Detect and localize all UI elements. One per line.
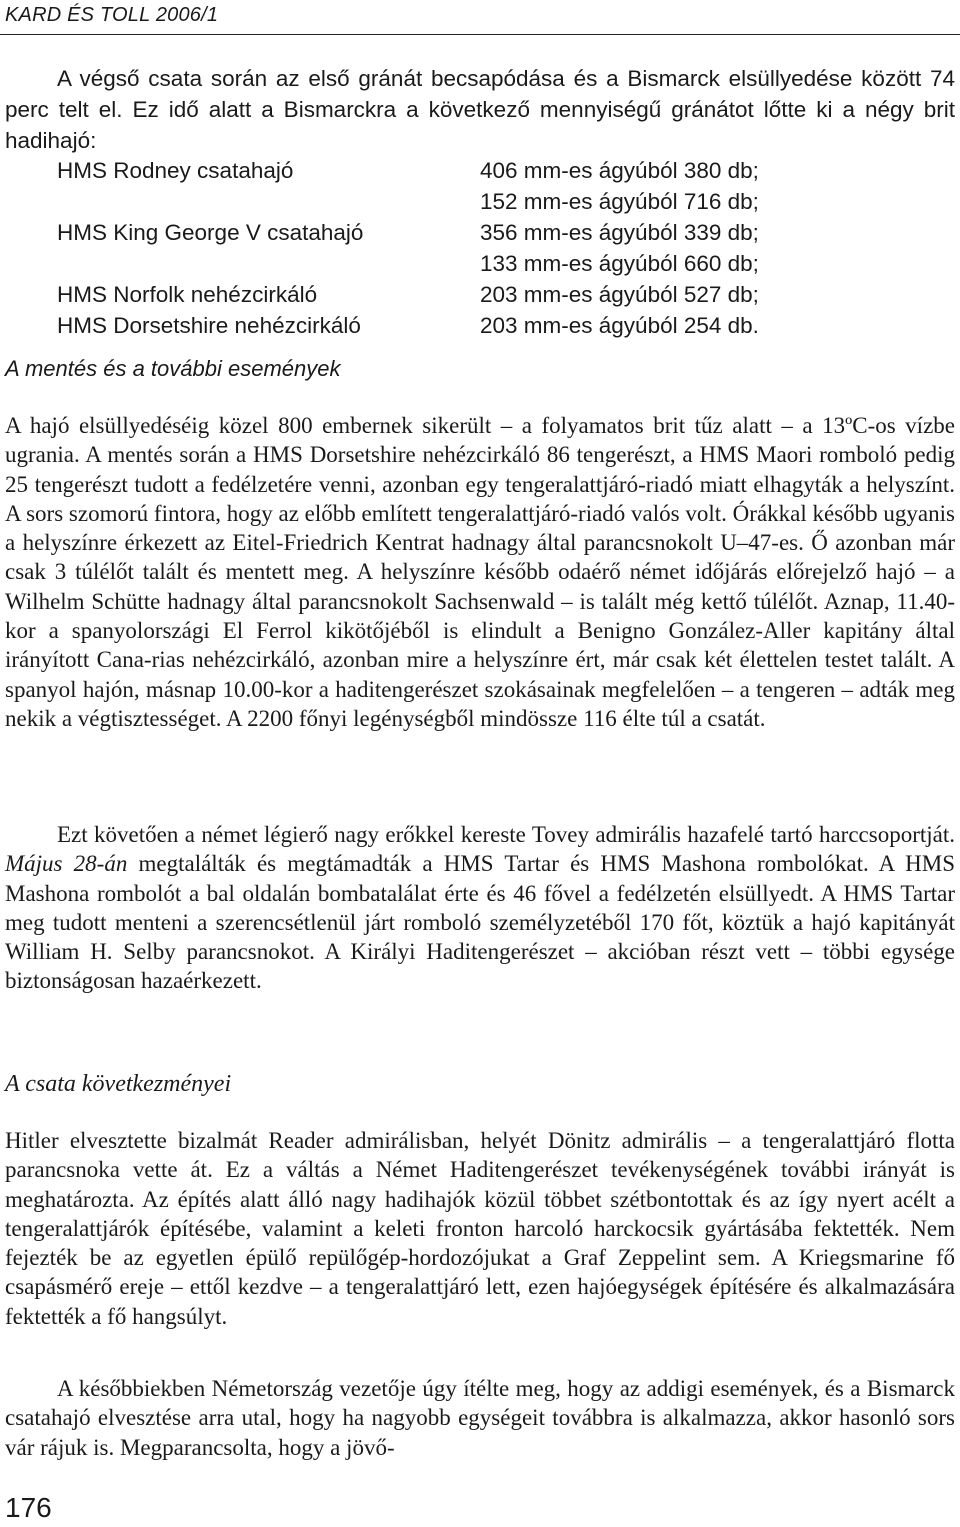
ship-gun-count: 203 mm-es ágyúból 527 db; [480, 282, 759, 307]
date-emphasis: Május 28-án [5, 851, 128, 877]
ship-gun-count: 203 mm-es ágyúból 254 db. [480, 313, 759, 338]
ship-row [57, 279, 957, 310]
ship-gun-count: 406 mm-es ágyúból 380 db; [480, 158, 759, 183]
ship-name: HMS Norfolk nehézcirkáló [57, 282, 318, 307]
page-number: 176 [5, 1492, 52, 1523]
ship-name [57, 186, 480, 217]
ship-name: HMS King George V csatahajó [57, 220, 364, 245]
ship-name: HMS Rodney csatahajó [57, 158, 294, 183]
ship-row [57, 310, 957, 341]
ship-gun-count: 152 mm-es ágyúból 716 db; [480, 189, 759, 214]
ship-name [57, 248, 480, 279]
ship-row [57, 248, 957, 279]
rescue-paragraph-2 [5, 820, 955, 996]
running-header: KARD ÉS TOLL 2006/1 [5, 4, 219, 26]
section-title-rescue: A mentés és a további események [5, 356, 341, 381]
paragraph-text: megtalálták és megtámadták a HMS Tartar és HMS Mashona rombolókat. A HMS Mashona rombolót a bal oldalán bombatalálat érte és 46 fővel a fedélzetén elsüllyedt. A HMS Tartar meg tudott menteni a szerencsétlenül járt romboló személyzetéből 170 főt, köztük a hajó kapitányát William H. Selby parancsnokot. A Királyi Haditengerészet – akcióban részt vett – többi egysége biztonságosan hazaérkezett. [5, 851, 955, 994]
ship-gun-count: 356 mm-es ágyúból 339 db; [480, 220, 759, 245]
intro-paragraph: A végső csata során az első gránát becsapódása és a Bismarck elsüllyedése között 74 perc telt el. Ez idő alatt a Bismarckra a következő mennyiségű gránátot lőtte ki a négy brit hadihajó: [5, 66, 955, 153]
ship-gun-count: 133 mm-es ágyúból 660 db; [480, 251, 759, 276]
consequences-paragraph-1: Hitler elvesztette bizalmát Reader admirálisban, helyét Dönitz admirális – a tengeralattjáró flotta parancsnoka vette át. Ez a váltás a Német Haditengerészet tevékenységének további irányát is meghatározta. Az építés alatt álló nagy hadihajók közül többet szétbontottak és az így nyert acélt a tengeralattjárók építésébe, valamint a keleti fronton harcoló harckocsik gyártásába fektették. Nem fejezték be az egyetlen épülő repülőgép-hordozójukat a Graf Zeppelint sem. A Kriegsmarine fő csapásmérő ereje – ettől kezdve – a tengeralattjáró lett, ezen hajóegységek építésére és alkalmazására fektették a fő hangsúlyt. [5, 1128, 955, 1329]
ship-row [57, 155, 957, 186]
ship-name: HMS Dorsetshire nehézcirkáló [57, 313, 361, 338]
section-title-consequences: A csata következményei [5, 1071, 232, 1097]
ship-row [57, 217, 957, 248]
rescue-paragraph-1: A hajó elsüllyedéséig közel 800 embernek sikerült – a folyamatos brit tűz alatt – a 13ºC-os vízbe ugrania. A mentés során a HMS Dorsetshire nehézcirkáló 86 tengerészt, a HMS Maori romboló pedig 25 tengerészt tudott a fedélzetére venni, azonban egy tengeralattjáró-riadó miatt elhagyták a helyszínt. A sors szomorú fintora, hogy az előbb említett tengeralattjáró-riadó valós volt. Órákkal később ugyanis a helyszínre érkezett az Eitel-Friedrich Kentrat hadnagy által parancsnokolt U–47-es. Ő azonban már csak 3 túlélőt talált és mentett meg. A helyszínre később odaérő német időjárás előrejelző hajó – a Wilhelm Schütte hadnagy által parancsnokolt Sachsenwald – is talált még kettő túlélőt. Aznap, 11.40-kor a spanyolországi El Ferrol kikötőjéből is elindult a Benigno González-Aller kapitány által irányított Cana-rias nehézcirkáló, azonban mire a helyszínre ért, már csak két élettelen testet talált. A spanyol hajón, másnap 10.00-kor a haditengerészet szokásainak megfelelően – a tengeren – adták meg nekik a végtisztességet. A 2200 főnyi legénységből mindössze 116 élte túl a csatát. [5, 413, 955, 731]
paragraph-text: Ezt követően a német légierő nagy erőkkel kereste Tovey admirális hazafelé tartó harccsoportját. [57, 822, 955, 847]
consequences-paragraph-2: A későbbiekben Németország vezetője úgy ítélte meg, hogy az addigi események, és a Bismarck csatahajó elvesztése arra utal, hogy ha nagyobb egységeit továbbra is alkalmazza, akkor hasonló sors vár rájuk is. Megparancsolta, hogy a jövő- [5, 1376, 955, 1460]
ship-shell-table [57, 155, 957, 341]
header-rule [0, 34, 960, 35]
ship-row [57, 186, 957, 217]
